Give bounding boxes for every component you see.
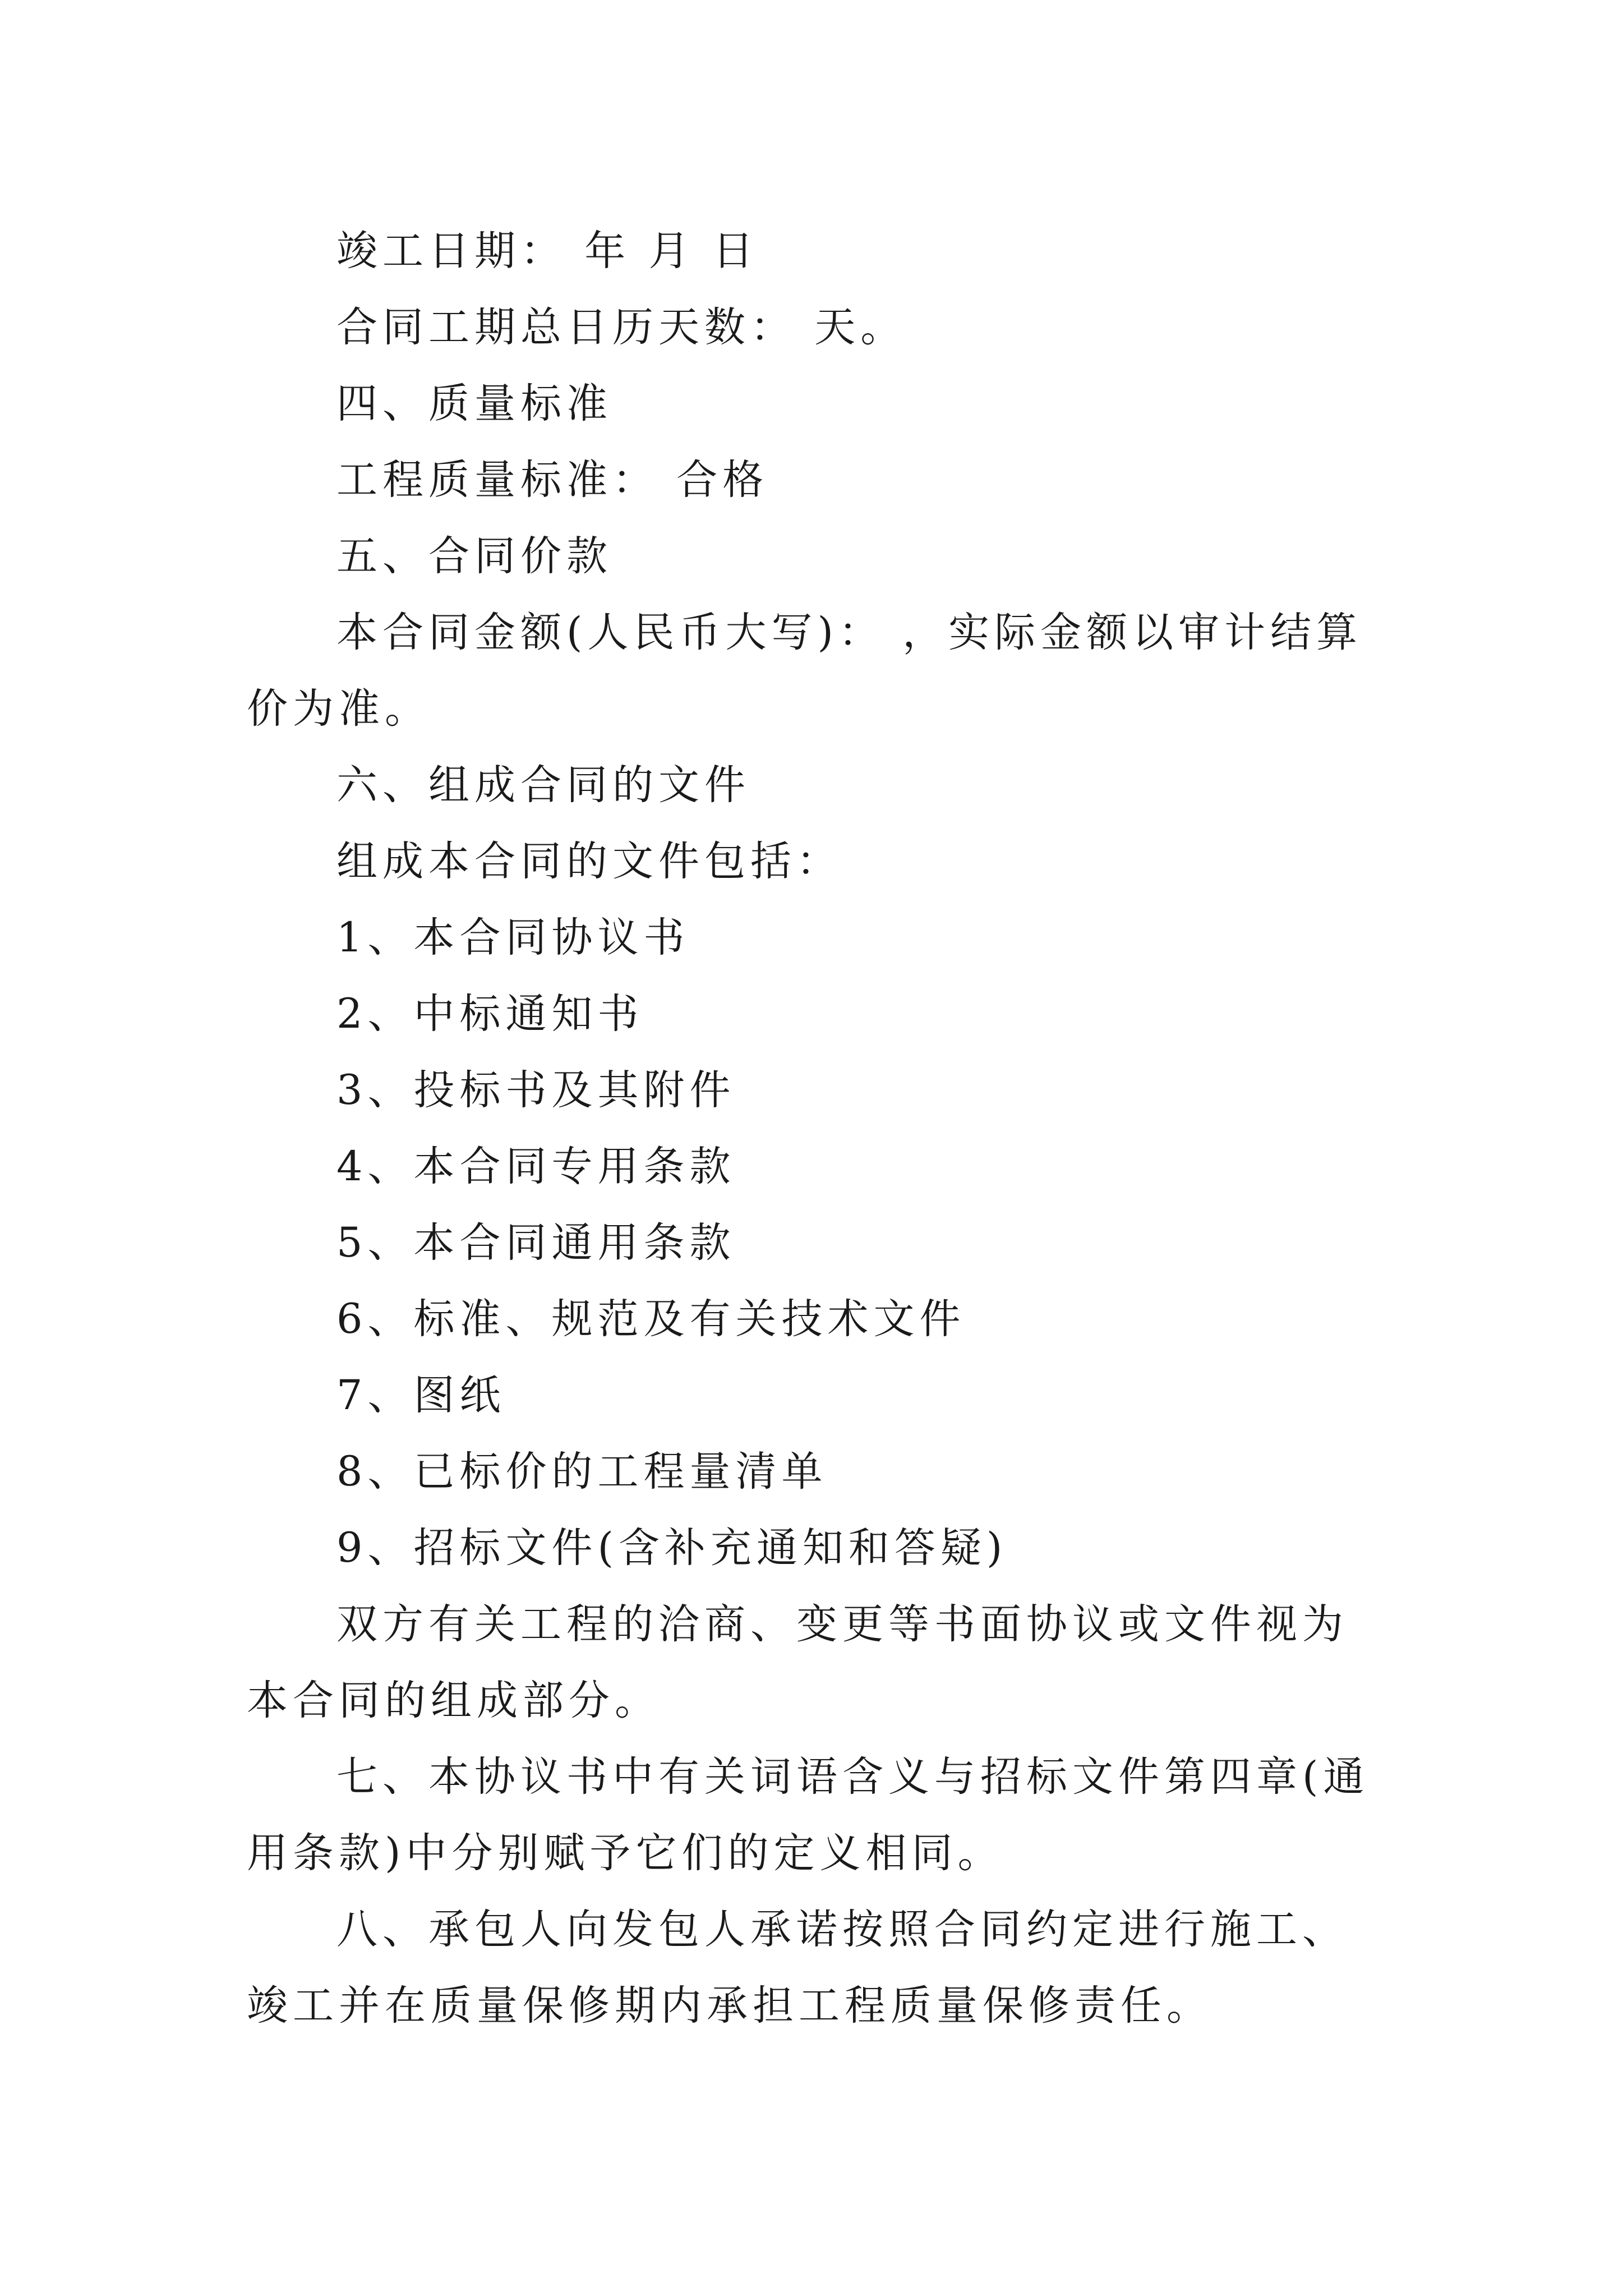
document-list-item: 3、投标书及其附件 (336, 1066, 736, 1114)
document-list-item: 9、招标文件(含补充通知和答疑) (336, 1524, 1008, 1572)
quality-standard-line: 工程质量标准： 合格 (336, 456, 769, 504)
amendments-paragraph: 双方有关工程的洽商、变更等书面协议或文件视为本合同的组成部分。 (247, 1600, 1348, 1724)
completion-date-line: 竣工日期： 年 月 日 (336, 227, 759, 275)
document-list-item: 5、本合同通用条款 (336, 1219, 736, 1267)
document-list-item: 6、标准、规范及有关技术文件 (336, 1295, 966, 1343)
section-heading-quality: 四、质量标准 (336, 380, 612, 427)
document-list-item: 1、本合同协议书 (336, 914, 690, 961)
contract-amount-paragraph: 本合同金额(人民币大写)： ，实际金额以审计结算价为准。 (247, 609, 1363, 733)
document-list-item: 2、中标通知书 (336, 990, 644, 1038)
section-heading-price: 五、合同价款 (336, 532, 612, 580)
document-body (247, 213, 1391, 2044)
contract-duration-line: 合同工期总日历天数： 天。 (336, 303, 907, 351)
section-heading-documents: 六、组成合同的文件 (336, 761, 750, 809)
section-seven-paragraph: 七、本协议书中有关词语含义与招标文件第四章(通用条款)中分别赋予它们的定义相同。 (247, 1753, 1370, 1877)
section-eight-paragraph: 八、承包人向发包人承诺按照合同约定进行施工、竣工并在质量保修期内承担工程质量保修责任。 (247, 1906, 1348, 2030)
document-list-item: 4、本合同专用条款 (336, 1143, 736, 1190)
document-list-item: 8、已标价的工程量清单 (336, 1448, 828, 1496)
document-list-item: 7、图纸 (336, 1372, 506, 1419)
documents-intro-line: 组成本合同的文件包括： (336, 838, 842, 885)
